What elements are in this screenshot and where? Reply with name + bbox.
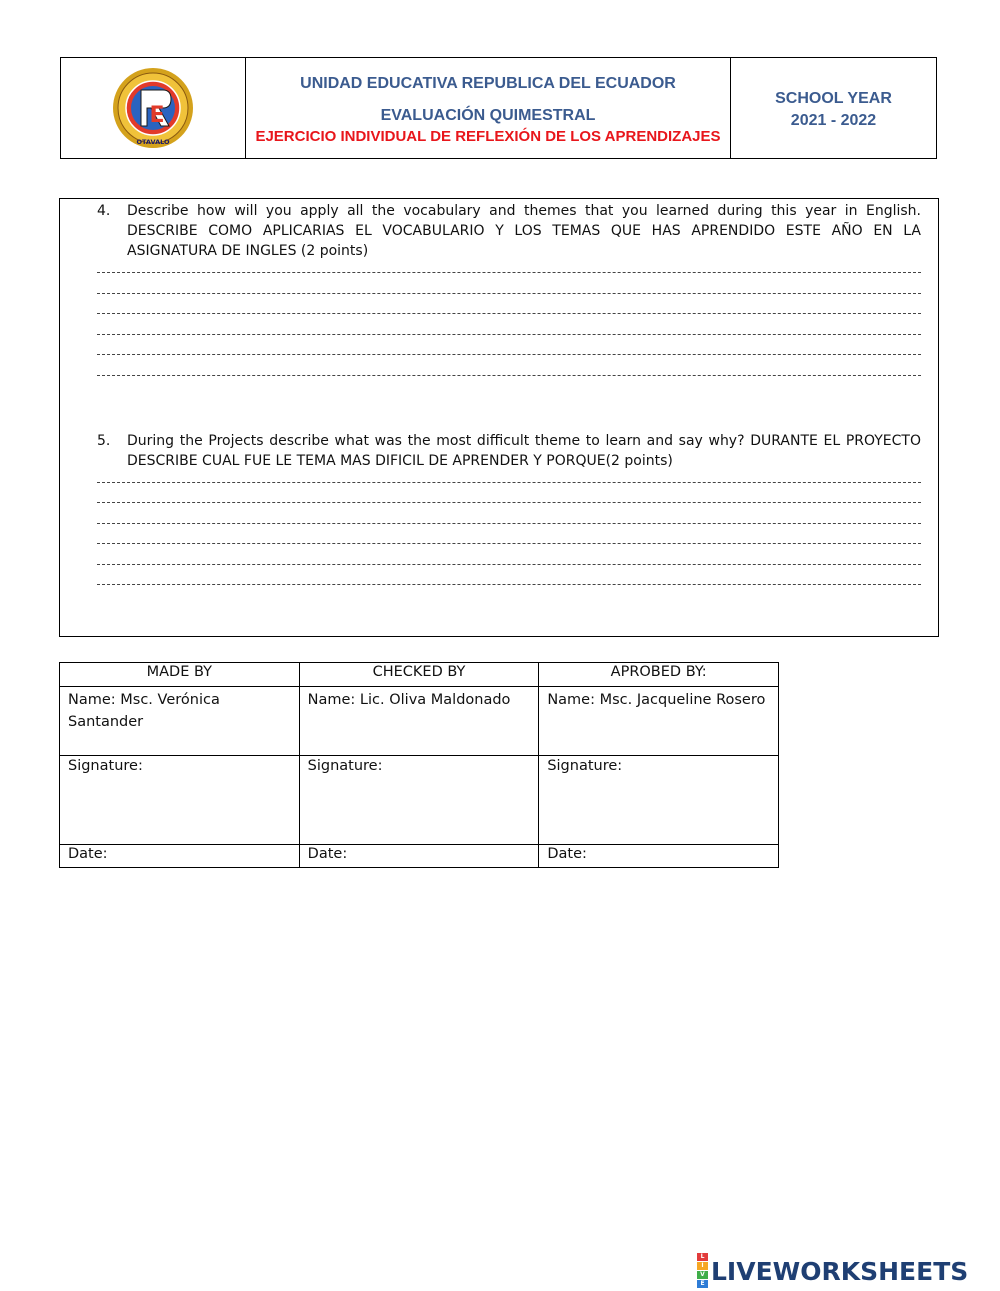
brand-block: L <box>697 1253 708 1261</box>
approval-name-row <box>60 687 779 756</box>
made-by-header: MADE BY <box>60 663 300 687</box>
brand-block: E <box>697 1280 708 1288</box>
answer-line[interactable] <box>97 272 921 273</box>
answer-line[interactable] <box>97 354 921 355</box>
answer-line[interactable] <box>97 584 921 585</box>
approval-header-row <box>60 663 779 687</box>
brand-name: LIVEWORKSHEETS <box>711 1256 969 1286</box>
signature-field[interactable]: Signature: <box>299 756 539 845</box>
liveworksheets-brand[interactable] <box>697 1254 968 1288</box>
answer-line[interactable] <box>97 523 921 524</box>
question-number: 4. <box>97 203 111 219</box>
date-field[interactable]: Date: <box>299 845 539 868</box>
answer-line[interactable] <box>97 502 921 503</box>
school-year-value: 2021 - 2022 <box>790 112 877 129</box>
answer-line[interactable] <box>97 313 921 314</box>
school-name: UNIDAD EDUCATIVA REPUBLICA DEL ECUADOR <box>300 75 676 92</box>
document-header <box>60 57 937 159</box>
header-title-cell <box>246 58 731 158</box>
brand-block: I <box>697 1262 708 1270</box>
signature-field[interactable]: Signature: <box>539 756 779 845</box>
question-5 <box>97 431 921 471</box>
answer-line[interactable] <box>97 375 921 376</box>
aprobed-by-header: APROBED BY: <box>539 663 779 687</box>
exercise-title: EJERCICIO INDIVIDUAL DE REFLEXIÓN DE LOS APRENDIZAJES <box>255 128 721 145</box>
answer-line[interactable] <box>97 334 921 335</box>
evaluation-title: EVALUACIÓN QUIMESTRAL <box>380 107 596 124</box>
checked-by-name: Name: Lic. Oliva Maldonado <box>299 687 539 756</box>
answer-line[interactable] <box>97 543 921 544</box>
approval-signature-row <box>60 756 779 845</box>
signature-field[interactable]: Signature: <box>60 756 300 845</box>
made-by-name: Name: Msc. Verónica Santander <box>60 687 300 756</box>
answer-line[interactable] <box>97 293 921 294</box>
school-year-cell <box>731 58 936 158</box>
aprobed-by-name: Name: Msc. Jacqueline Rosero <box>539 687 779 756</box>
date-field[interactable]: Date: <box>60 845 300 868</box>
brand-logo-icon <box>697 1253 708 1289</box>
question-4 <box>97 201 921 261</box>
questions-box <box>59 198 939 637</box>
question-text: Describe how will you apply all the vocabulary and themes that you learned during this year in English. DESCRIBE COMO APLICARIAS EL VOCABULARIO Y LOS TEMAS QUE HAS APRENDIDO ESTE AÑO EN LA ASIGNATURA DE INGLES (2 points) <box>127 203 921 259</box>
approval-table <box>59 662 779 868</box>
date-field[interactable]: Date: <box>539 845 779 868</box>
answer-line[interactable] <box>97 564 921 565</box>
question-text: During the Projects describe what was the most difficult theme to learn and say why? DURANTE EL PROYECTO DESCRIBE CUAL FUE LE TEMA MAS DIFICIL DE APRENDER Y PORQUE(2 points) <box>127 433 921 469</box>
logo-town-text: OTAVALO <box>136 138 170 146</box>
brand-block: V <box>697 1271 708 1279</box>
question-number: 5. <box>97 433 111 449</box>
answer-line[interactable] <box>97 482 921 483</box>
school-year-label: SCHOOL YEAR <box>775 90 892 107</box>
logo-cell <box>61 58 246 158</box>
approval-date-row <box>60 845 779 868</box>
checked-by-header: CHECKED BY <box>299 663 539 687</box>
school-logo-icon <box>111 66 195 150</box>
logo-letter-text: E <box>149 103 165 128</box>
